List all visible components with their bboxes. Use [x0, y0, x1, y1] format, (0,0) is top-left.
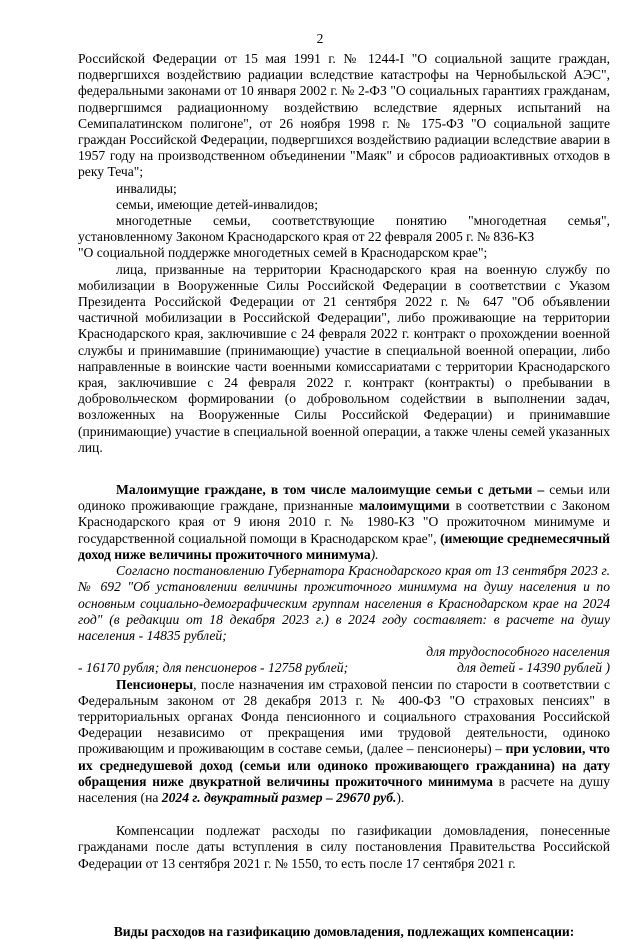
pensioners-paragraph: Пенсионеры, после назначения им страховой пенсии по старости в соответствии с Федеральным законом от 28 декабря 2013 г. № 400-ФЗ "О страховых пенсиях" в территориальных органах Фонда пенсионного и социального страхования Российской Федерации независимо от прекращения ими трудовой деятельности, одиноко проживающим и проживающим в составе семьи, (далее – пенсионеры) – при условии, что их среднедушевой доход (семьи или одиноко проживающего гражданина) на дату обращения ниже двукратной величины прожиточного минимума в расчете на душу населения (на 2024 г. двукратный размер – 29670 руб.). — [78, 676, 610, 805]
expense-types-heading: Виды расходов на газификацию домовладения, подлежащих компенсации: — [113, 923, 575, 939]
pensioners-children-values: - 16170 рубля; для пенсионеров - 12758 рублей; — [78, 660, 349, 676]
pensioners-condition: при условии, что их среднедушевой доход (семьи или одиноко проживающего гражданина) на дату обращения ниже двукратной величины прожиточного минимума — [78, 741, 610, 789]
legal-references-paragraph: Российской Федерации от 15 мая 1991 г. № 1244-I "О социальной защите граждан, подвергшихся воздействию радиации вследствие катастрофы на Чернобыльской АЭС", федеральными законами от 10 января 2002 г. № 2-ФЗ "О социальных гарантиях гражданам, подвергшимся радиационному воздействию вследствие ядерных испытаний на Семипалатинском полигоне", от 26 ноября 1998 г. № 175-ФЗ "О социальной защите граждан Российской Федерации, подвергшихся воздействию радиации вследствие аварии в 1957 году на производственном объединении "Маяк" и сбросов радиоактивных отходов в реку Теча"; — [78, 51, 610, 180]
subsistence-values-row — [78, 660, 610, 676]
low-income-paragraph: Малоимущие граждане, в том числе малоимущие семьи с детьми – семьи или одиноко проживающие граждане, признанные малоимущими в соответствии с Законом Краснодарского края от 9 июня 2010 г. № 1980-КЗ "О прожиточном минимуме и государственной социальной помощи в Краснодарском крае", (имеющие среднемесячный доход ниже величины прожиточного минимума). — [78, 482, 610, 562]
page-number: 2 — [316, 31, 324, 46]
double-minimum-amount: 2024 г. двукратный размер – 29670 руб. — [161, 789, 397, 805]
low-income-term: Малоимущие граждане, в том числе малоимущие семьи с детьми – — [116, 482, 545, 498]
children-value: для детей - 14390 рублей ) — [457, 660, 610, 676]
subsistence-decree-paragraph: Согласно постановлению Губернатора Краснодарского края от 13 сентября 2023 г. № 692 "Об установлении величины прожиточного минимума на душу населения и по основным социально-демографическим группам населения в Краснодарском крае на 2024 год" (в редакции от 18 декабря 2023 г.) в 2024 году составляет: в расчете на душу населения - 14835 рублей; — [78, 563, 610, 643]
list-item-large-families-law: "О социальной поддержке многодетных семей в Краснодарском крае"; — [78, 245, 488, 261]
list-item-large-families: многодетные семьи, соответствующие понятию "многодетная семья", установленному Законом Краснодарского края от 22 февраля 2005 г. № 836-КЗ — [78, 213, 610, 245]
list-item-mobilized: лица, призванные на территории Краснодарского края на военную службу по мобилизации в Вооруженные Силы Российской Федерации в соответствии с Указом Президента Российской Федерации от 21 сентября 2022 г. № 647 "Об объявлении частичной мобилизации в Российской Федерации", либо проживающие на территории Краснодарского края, заключившие с 24 февраля 2022 г. контракт о прохождении военной службы и принимавшие (принимающие) участие в специальной военной операции, либо направленные в воинские части военными комиссариатами с территории Краснодарского края, заключившие с 24 февраля 2022 г. контракт (контракты) о пребывании в добровольческом формировании (о добровольном содействии в выполнении задач, возложенных на Вооруженные Силы Российской Федерации) и принимавшие (принимающие) участие в специальной военной операции, а также члены семей указанных лиц. — [78, 261, 610, 455]
pensioners-term: Пенсионеры — [116, 676, 194, 692]
list-item-disabled: инвалиды; — [116, 180, 177, 196]
list-item-families-disabled-children: семьи, имеющие детей-инвалидов; — [116, 196, 318, 212]
working-age-label: для трудоспособного населения — [426, 644, 610, 660]
compensation-paragraph: Компенсации подлежат расходы по газификации домовладения, понесенные гражданами после даты вступления в силу постановления Правительства Российской Федерации от 13 сентября 2021 г. № 1550, то есть после 17 сентября 2021 г. — [78, 823, 610, 871]
document-body — [78, 51, 610, 940]
income-condition: (имеющие среднемесячный доход ниже величины прожиточного минимума — [78, 530, 610, 562]
low-income-emphasis: малоимущими — [358, 498, 450, 514]
